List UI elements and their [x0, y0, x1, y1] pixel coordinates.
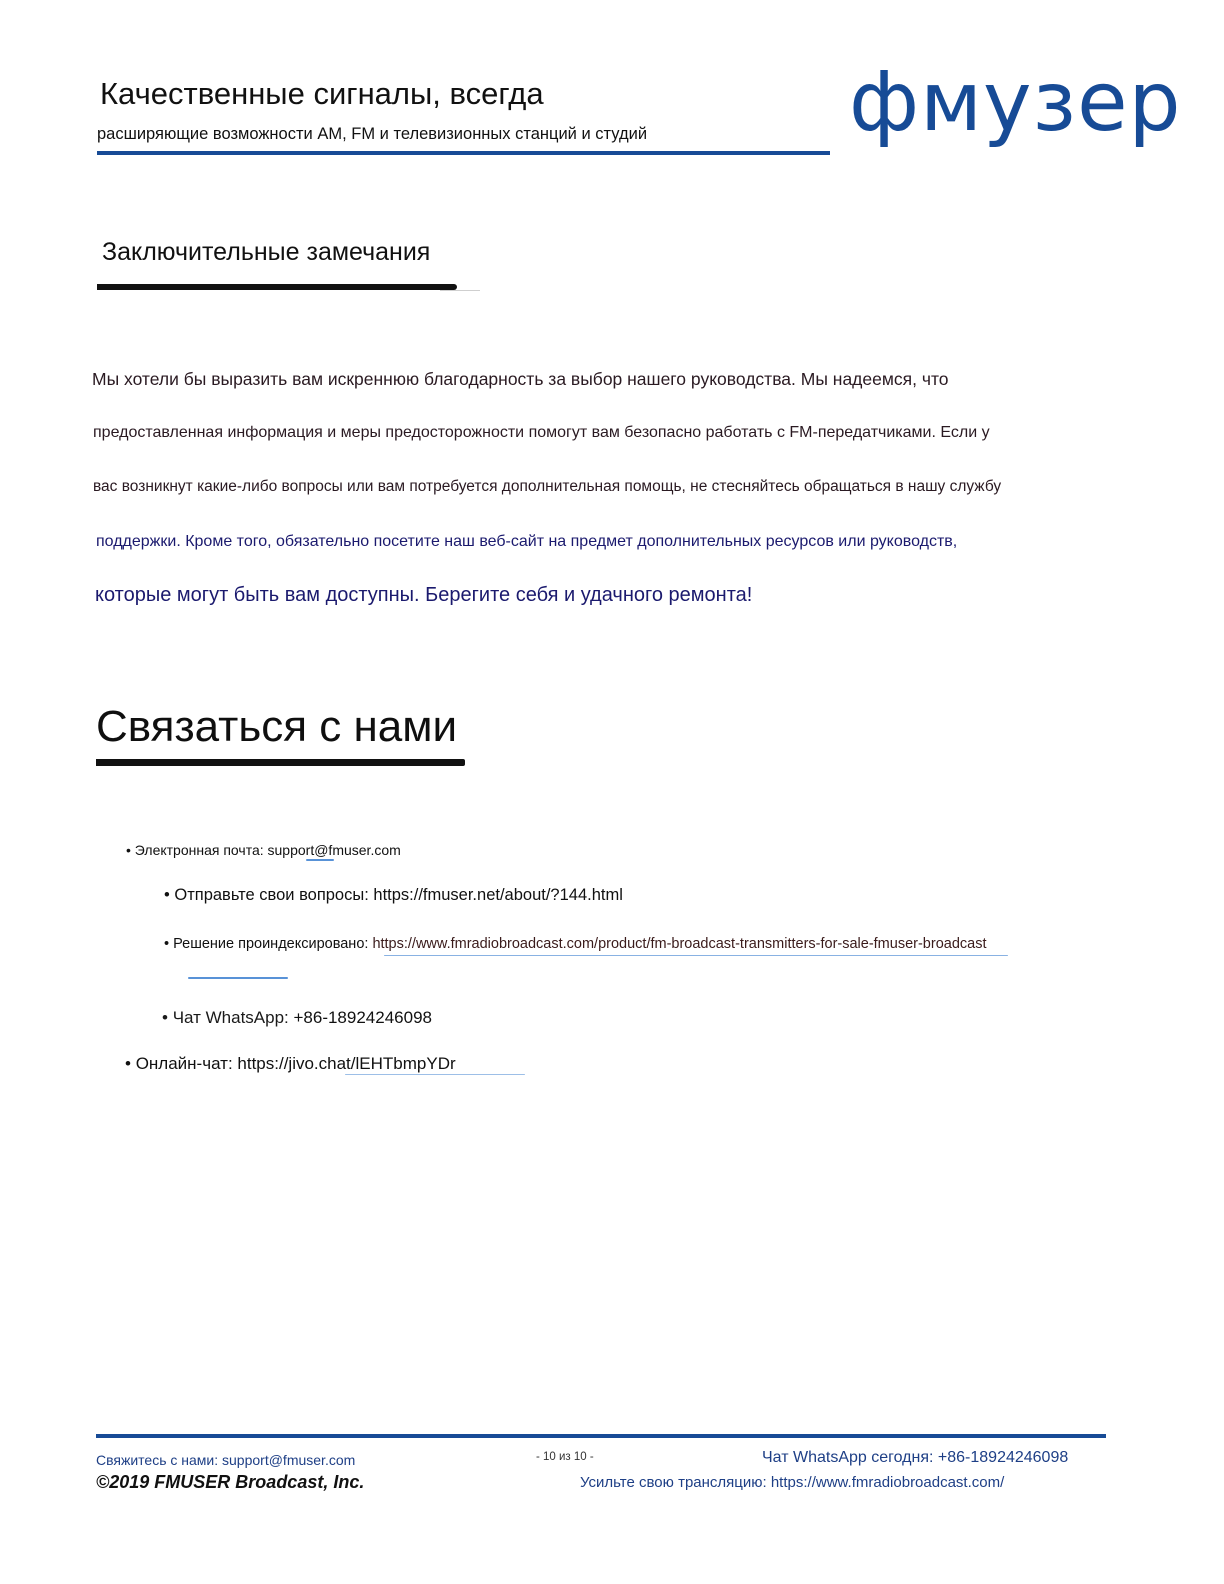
contact-item-email [126, 842, 401, 858]
page-header-title: Качественные сигналы, всегда [100, 76, 544, 111]
footer-boost [580, 1474, 1004, 1491]
closing-remarks-underline-tail [440, 290, 480, 291]
closing-remarks-underline [97, 284, 457, 290]
closing-paragraph-line: которые могут быть вам доступны. Берегите себя и удачного ремонта! [95, 584, 753, 606]
brand-logo: фмузер [849, 55, 1182, 150]
contact-item-questions [164, 886, 623, 905]
footer-whatsapp: Чат WhatsApp сегодня: +86-18924246098 [762, 1449, 1069, 1466]
whatsapp-number[interactable]: +86-18924246098 [293, 1008, 432, 1027]
solution-link[interactable]: https://www.fmradiobroadcast.com/product/fm-broadcast-transmitters-for-sale-fmuser-broadcast [372, 936, 987, 952]
footer-divider [96, 1434, 1106, 1438]
solution-link-underline [384, 955, 1008, 956]
scan-mark [188, 977, 288, 979]
email-link[interactable]: support@fmuser.com [267, 842, 401, 858]
page-indicator: - 10 из 10 - [536, 1451, 594, 1463]
footer-contact-label: Свяжитесь с нами: [96, 1452, 223, 1468]
closing-paragraph-line: вас возникнут какие-либо вопросы или вам потребуется дополнительная помощь, не стесняйтесь обращаться в нашу службу [93, 478, 1002, 495]
contact-label: Электронная почта: [134, 842, 268, 858]
closing-paragraph-line: предоставленная информация и меры предосторожности помогут вам безопасно работать с FM-передатчиками. Если у [93, 424, 990, 441]
online-chat-link[interactable]: https://jivo.chat/lEHTbmpYDr [237, 1054, 456, 1073]
contact-label: Чат WhatsApp: [172, 1008, 294, 1027]
scan-mark [345, 1074, 525, 1075]
footer-contact [96, 1452, 355, 1468]
bullet: • [164, 886, 170, 904]
contact-label: Решение проиндексировано: [173, 936, 373, 952]
contact-label: Онлайн-чат: [135, 1054, 238, 1073]
footer-boost-label: Усильте свою трансляцию: [580, 1474, 771, 1491]
contact-heading: Связаться с нами [96, 702, 458, 751]
page-header-subtitle: расширяющие возможности AM, FM и телевизионных станций и студий [97, 125, 648, 143]
bullet: • [162, 1008, 168, 1027]
footer-copyright: ©2019 FMUSER Broadcast, Inc. [96, 1472, 365, 1492]
closing-paragraph-line: поддержки. Кроме того, обязательно посетите наш веб-сайт на предмет дополнительных ресурсов или руководств, [96, 533, 958, 550]
bullet: • [126, 842, 131, 858]
contact-item-whatsapp [162, 1008, 432, 1028]
footer-website-link[interactable]: https://www.fmradiobroadcast.com/ [770, 1474, 1005, 1491]
contact-label: Отправьте свои вопросы: [174, 886, 374, 904]
questions-link[interactable]: https://fmuser.net/about/?144.html [373, 886, 623, 904]
contact-underline [96, 759, 465, 766]
header-divider [97, 151, 830, 155]
footer-email-link[interactable]: support@fmuser.com [222, 1452, 356, 1468]
contact-item-online-chat [125, 1054, 456, 1074]
contact-item-solution [164, 936, 986, 952]
bullet: • [125, 1054, 131, 1073]
bullet: • [164, 936, 170, 952]
closing-remarks-heading: Заключительные замечания [102, 238, 431, 266]
closing-paragraph-line: Мы хотели бы выразить вам искреннюю благодарность за выбор нашего руководства. Мы надеемся, что [92, 369, 949, 389]
scan-mark [306, 859, 334, 861]
